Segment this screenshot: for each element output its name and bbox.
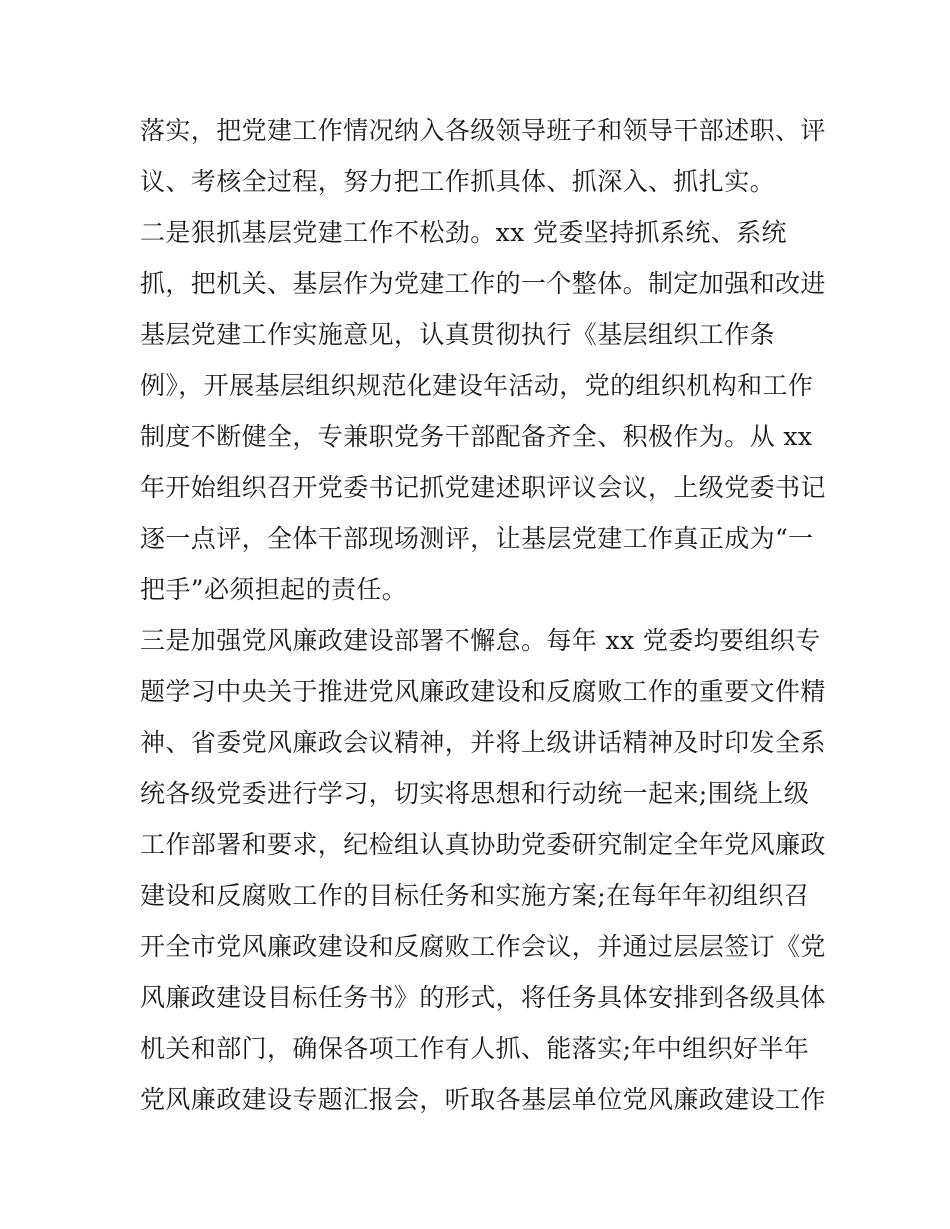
text-line: 风廉政建设目标任务书》的形式，将任务具体安排到各级具体	[140, 983, 826, 1012]
text-line: 神、省委党风廉政会议精神，并将上级讲话精神及时印发全系	[140, 728, 826, 757]
text-line: 三是加强党风廉政建设部署不懈怠。每年 xx 党委均要组织专	[140, 626, 821, 655]
text-line: 年开始组织召开党委书记抓党建述职评议会议，上级党委书记	[140, 473, 826, 502]
text-line: 例》，开展基层组织规范化建设年活动，党的组织机构和工作	[140, 371, 814, 400]
text-line: 题学习中央关于推进党风廉政建设和反腐败工作的重要文件精	[140, 677, 826, 706]
text-line: 开全市党风廉政建设和反腐败工作会议，并通过层层签订《党	[140, 932, 826, 961]
text-line: 二是狠抓基层党建工作不松劲。xx 党委坚持抓系统、系统	[140, 218, 787, 247]
text-line: 逐一点评，全体干部现场测评，让基层党建工作真正成为“一	[140, 524, 814, 553]
text-line: 落实，把党建工作情况纳入各级领导班子和领导干部述职、评	[140, 116, 826, 145]
text-line: 机关和部门，确保各项工作有人抓、能落实;年中组织好半年	[140, 1034, 810, 1063]
text-line: 统各级党委进行学习，切实将思想和行动统一起来;围绕上级	[140, 779, 810, 808]
text-line: 建设和反腐败工作的目标任务和实施方案;在每年年初组织召	[140, 881, 810, 910]
text-line: 制度不断健全，专兼职党务干部配备齐全、积极作为。从 xx	[140, 422, 813, 451]
text-line: 基层党建工作实施意见，认真贯彻执行《基层组织工作条	[140, 320, 776, 349]
text-line: 工作部署和要求，纪检组认真协助党委研究制定全年党风廉政	[140, 830, 826, 859]
text-line: 把手”必须担起的责任。	[140, 575, 408, 604]
body-text	[140, 105, 830, 1125]
text-line: 党风廉政建设专题汇报会，听取各基层单位党风廉政建设工作	[140, 1085, 826, 1114]
text-line: 抓，把机关、基层作为党建工作的一个整体。制定加强和改进	[140, 269, 826, 298]
text-line: 议、考核全过程，努力把工作抓具体、抓深入、抓扎实。	[140, 167, 776, 196]
